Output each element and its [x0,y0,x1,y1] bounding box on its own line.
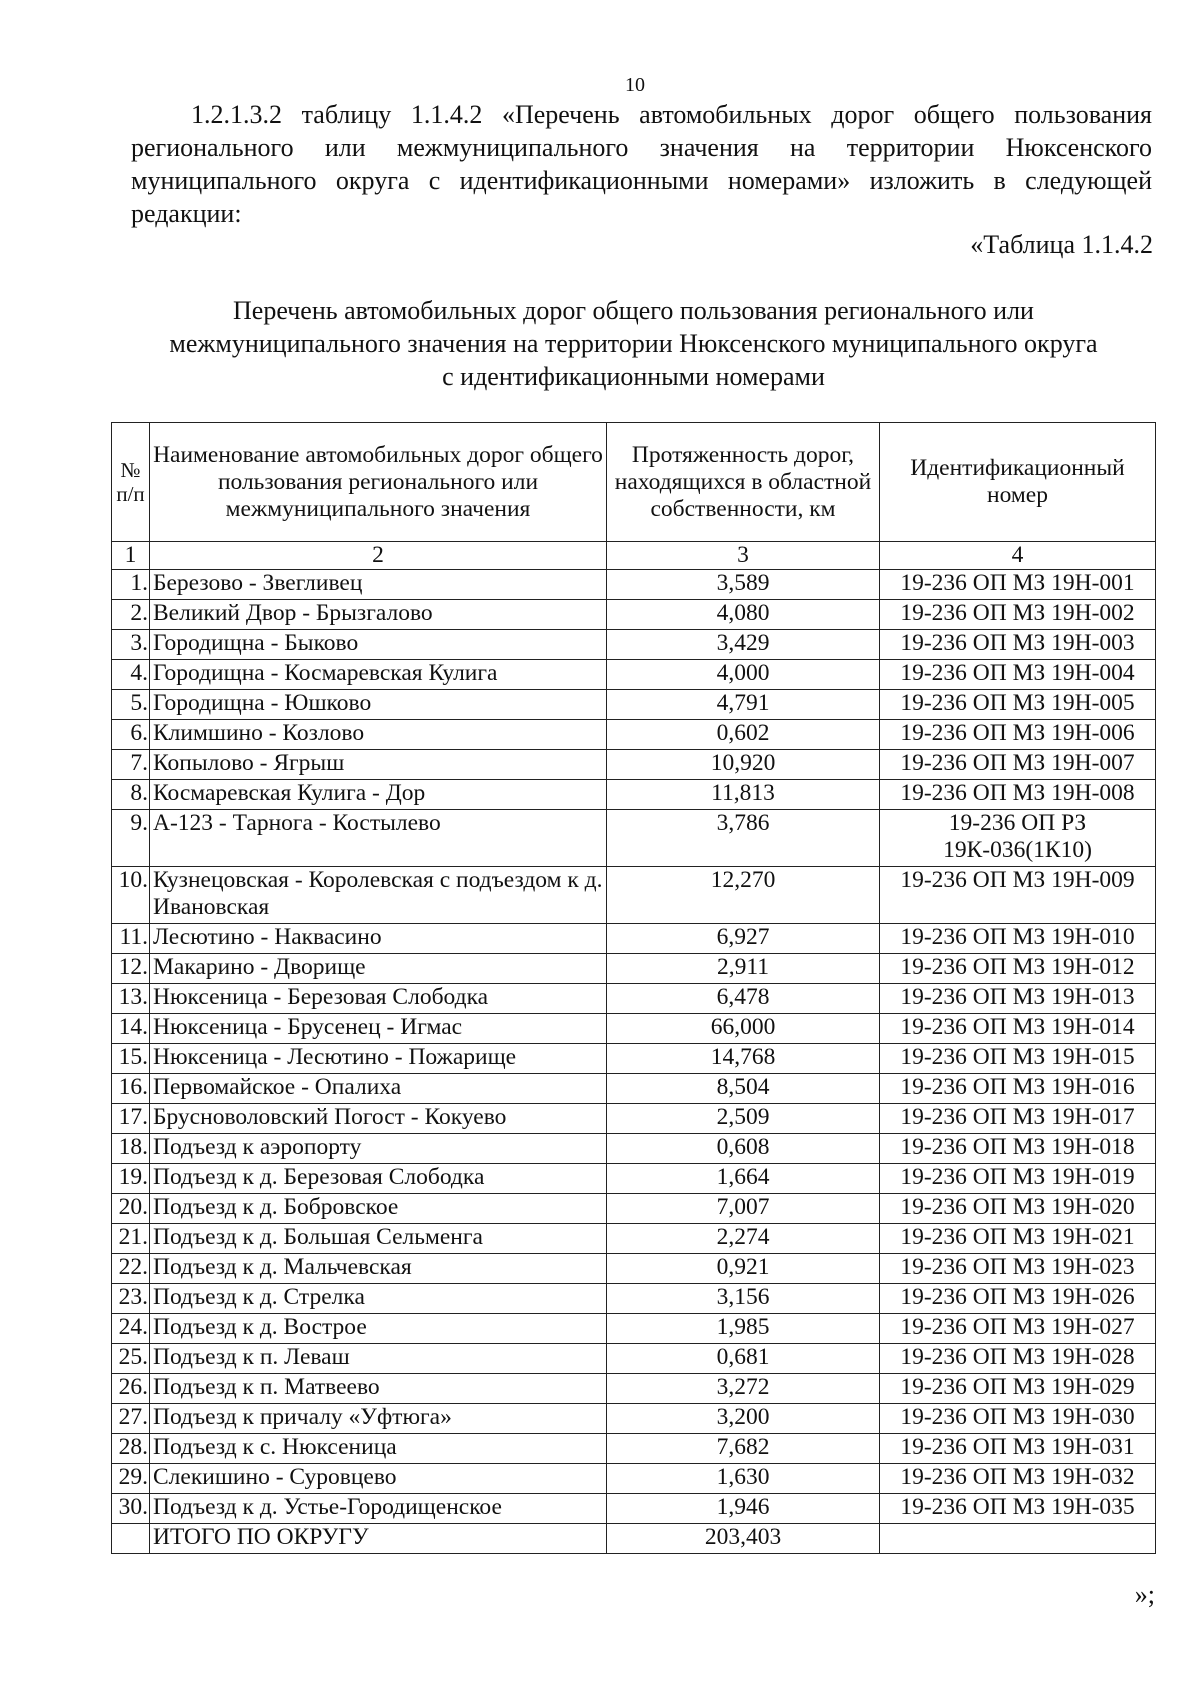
road-length: 2,911 [607,954,880,984]
title-line: Перечень автомобильных дорог общего пользования регионального или [233,296,1034,325]
column-number: 2 [150,542,607,570]
road-name: Подъезд к д. Стрелка [150,1284,607,1314]
road-length: 0,681 [607,1344,880,1374]
road-name: Березово - Звегливец [150,570,607,600]
road-length: 8,504 [607,1074,880,1104]
road-id: 19-236 ОП МЗ 19Н-030 [880,1404,1156,1434]
row-number: 23. [112,1284,150,1314]
table-row [112,660,1156,690]
road-length: 1,664 [607,1164,880,1194]
road-id: 19-236 ОП МЗ 19Н-026 [880,1284,1156,1314]
road-length: 0,602 [607,720,880,750]
total-row [112,1524,1156,1554]
road-name: Нюксеница - Березовая Слободка [150,984,607,1014]
road-id: 19-236 ОП МЗ 19Н-029 [880,1374,1156,1404]
road-id: 19-236 ОП МЗ 19Н-021 [880,1224,1156,1254]
road-length: 2,274 [607,1224,880,1254]
table-row [112,720,1156,750]
row-number: 12. [112,954,150,984]
road-length: 1,630 [607,1464,880,1494]
road-name: Городищна - Юшково [150,690,607,720]
table-row [112,1494,1156,1524]
row-number: 8. [112,780,150,810]
road-id: 19-236 ОП МЗ 19Н-032 [880,1464,1156,1494]
row-number: 9. [112,810,150,867]
total-length: 203,403 [607,1524,880,1554]
table-row [112,1104,1156,1134]
row-number: 27. [112,1404,150,1434]
road-id: 19-236 ОП МЗ 19Н-031 [880,1434,1156,1464]
row-number: 7. [112,750,150,780]
road-name: Подъезд к п. Леваш [150,1344,607,1374]
road-name: Копылово - Ягрыш [150,750,607,780]
road-length: 1,946 [607,1494,880,1524]
header-row [112,423,1156,542]
road-length: 7,007 [607,1194,880,1224]
table-row [112,1434,1156,1464]
road-length: 3,429 [607,630,880,660]
table-row [112,600,1156,630]
table-row [112,1194,1156,1224]
road-id: 19-236 ОП МЗ 19Н-017 [880,1104,1156,1134]
row-number: 29. [112,1464,150,1494]
row-number: 13. [112,984,150,1014]
table-row [112,1374,1156,1404]
row-number: 17. [112,1104,150,1134]
road-length: 12,270 [607,867,880,924]
road-id: 19-236 ОП МЗ 19Н-001 [880,570,1156,600]
road-length: 3,200 [607,1404,880,1434]
road-id: 19-236 ОП МЗ 19Н-015 [880,1044,1156,1074]
road-name: Брусноволовский Погост - Кокуево [150,1104,607,1134]
row-number: 11. [112,924,150,954]
table-row [112,1044,1156,1074]
row-number: 30. [112,1494,150,1524]
closing-quote: »; [1134,1580,1155,1609]
road-name: Нюксеница - Лесютино - Пожарище [150,1044,607,1074]
table-row [112,1164,1156,1194]
row-number: 21. [112,1224,150,1254]
road-id: 19-236 ОП МЗ 19Н-006 [880,720,1156,750]
table-row [112,1404,1156,1434]
row-number: 4. [112,660,150,690]
road-name: Климшино - Козлово [150,720,607,750]
table-title [111,294,1156,393]
road-length: 10,920 [607,750,880,780]
road-name: Великий Двор - Брызгалово [150,600,607,630]
table-label: «Таблица 1.1.4.2 [970,230,1153,259]
road-name: Подъезд к с. Нюксеница [150,1434,607,1464]
roads-table [111,422,1156,1554]
road-name: Лесютино - Наквасино [150,924,607,954]
row-number: 20. [112,1194,150,1224]
table-row [112,1284,1156,1314]
road-id: 19-236 ОП МЗ 19Н-018 [880,1134,1156,1164]
title-line: с идентификационными номерами [442,362,825,391]
row-number: 3. [112,630,150,660]
total-empty [112,1524,150,1554]
road-id: 19-236 ОП МЗ 19Н-016 [880,1074,1156,1104]
row-number: 18. [112,1134,150,1164]
column-number: 1 [112,542,150,570]
table-row [112,630,1156,660]
column-numbers-row [112,542,1156,570]
road-name: Подъезд к аэропорту [150,1134,607,1164]
header-id: Идентификационный номер [880,423,1156,542]
road-length: 6,478 [607,984,880,1014]
table-row [112,1314,1156,1344]
road-length: 3,272 [607,1374,880,1404]
row-number: 14. [112,1014,150,1044]
road-length: 0,608 [607,1134,880,1164]
table-row [112,924,1156,954]
road-name: Кузнецовская - Королевская с подъездом к д. Ивановская [150,867,607,924]
header-number: № п/п [112,423,150,542]
road-id: 19-236 ОП МЗ 19Н-035 [880,1494,1156,1524]
road-name: Городищна - Космаревская Кулига [150,660,607,690]
road-length: 6,927 [607,924,880,954]
road-name: Подъезд к д. Вострое [150,1314,607,1344]
row-number: 19. [112,1164,150,1194]
road-id: 19-236 ОП МЗ 19Н-003 [880,630,1156,660]
road-name: Подъезд к д. Устье-Городищенское [150,1494,607,1524]
road-id: 19-236 ОП РЗ 19К-036(1К10) [880,810,1156,867]
road-name: Космаревская Кулига - Дор [150,780,607,810]
table-row [112,984,1156,1014]
road-id: 19-236 ОП МЗ 19Н-007 [880,750,1156,780]
table-row [112,1254,1156,1284]
row-number: 25. [112,1344,150,1374]
table-row [112,1224,1156,1254]
row-number: 1. [112,570,150,600]
road-name: Слекишино - Суровцево [150,1464,607,1494]
total-label: ИТОГО ПО ОКРУГУ [150,1524,607,1554]
road-id: 19-236 ОП МЗ 19Н-020 [880,1194,1156,1224]
road-id: 19-236 ОП МЗ 19Н-019 [880,1164,1156,1194]
road-length: 3,589 [607,570,880,600]
road-length: 0,921 [607,1254,880,1284]
table-row [112,1134,1156,1164]
road-id: 19-236 ОП МЗ 19Н-028 [880,1344,1156,1374]
road-name: Подъезд к д. Мальчевская [150,1254,607,1284]
row-number: 24. [112,1314,150,1344]
road-name: Нюксеница - Брусенец - Игмас [150,1014,607,1044]
table-row [112,780,1156,810]
row-number: 22. [112,1254,150,1284]
row-number: 2. [112,600,150,630]
road-id: 19-236 ОП МЗ 19Н-002 [880,600,1156,630]
road-name: Подъезд к д. Бобровское [150,1194,607,1224]
road-length: 14,768 [607,1044,880,1074]
page-number: 10 [625,74,645,96]
road-name: Подъезд к п. Матвеево [150,1374,607,1404]
road-name: А-123 - Тарнога - Костылево [150,810,607,867]
table-row [112,750,1156,780]
road-id: 19-236 ОП МЗ 19Н-012 [880,954,1156,984]
road-length: 11,813 [607,780,880,810]
road-length: 7,682 [607,1434,880,1464]
table-row [112,1014,1156,1044]
column-number: 4 [880,542,1156,570]
road-id: 19-236 ОП МЗ 19Н-013 [880,984,1156,1014]
road-name: Первомайское - Опалиха [150,1074,607,1104]
table-row [112,1074,1156,1104]
road-length: 2,509 [607,1104,880,1134]
road-length: 4,080 [607,600,880,630]
road-id: 19-236 ОП МЗ 19Н-005 [880,690,1156,720]
road-length: 3,786 [607,810,880,867]
road-id: 19-236 ОП МЗ 19Н-008 [880,780,1156,810]
table-row [112,867,1156,924]
road-length: 4,000 [607,660,880,690]
road-id: 19-236 ОП МЗ 19Н-004 [880,660,1156,690]
amendment-paragraph [131,98,1152,230]
row-number: 5. [112,690,150,720]
row-number: 28. [112,1434,150,1464]
road-length: 4,791 [607,690,880,720]
road-name: Подъезд к д. Большая Сельменга [150,1224,607,1254]
road-name: Городищна - Быково [150,630,607,660]
table-row [112,570,1156,600]
table-row [112,690,1156,720]
road-id: 19-236 ОП МЗ 19Н-014 [880,1014,1156,1044]
road-id: 19-236 ОП МЗ 19Н-023 [880,1254,1156,1284]
road-length: 3,156 [607,1284,880,1314]
row-number: 6. [112,720,150,750]
total-empty [880,1524,1156,1554]
road-length: 1,985 [607,1314,880,1344]
row-number: 16. [112,1074,150,1104]
title-line: межмуниципального значения на территории Нюксенского муниципального округа [169,329,1098,358]
road-id: 19-236 ОП МЗ 19Н-027 [880,1314,1156,1344]
table-row [112,1464,1156,1494]
header-length: Протяженность дорог, находящихся в областной собственности, км [607,423,880,542]
road-name: Макарино - Дворище [150,954,607,984]
road-name: Подъезд к причалу «Уфтюга» [150,1404,607,1434]
paragraph-text: 1.2.1.3.2 таблицу 1.1.4.2 «Перечень автомобильных дорог общего пользования регионального или межмуниципального значения на территории Нюксенского муниципального округа с идентификационными номерами» изложить в следующей редакции: [131,100,1152,228]
road-id: 19-236 ОП МЗ 19Н-010 [880,924,1156,954]
table-row [112,810,1156,867]
road-id: 19-236 ОП МЗ 19Н-009 [880,867,1156,924]
table-row [112,1344,1156,1374]
header-name: Наименование автомобильных дорог общего пользования регионального или межмуниципального значения [150,423,607,542]
row-number: 15. [112,1044,150,1074]
table-row [112,954,1156,984]
row-number: 10. [112,867,150,924]
column-number: 3 [607,542,880,570]
row-number: 26. [112,1374,150,1404]
road-length: 66,000 [607,1014,880,1044]
road-name: Подъезд к д. Березовая Слободка [150,1164,607,1194]
